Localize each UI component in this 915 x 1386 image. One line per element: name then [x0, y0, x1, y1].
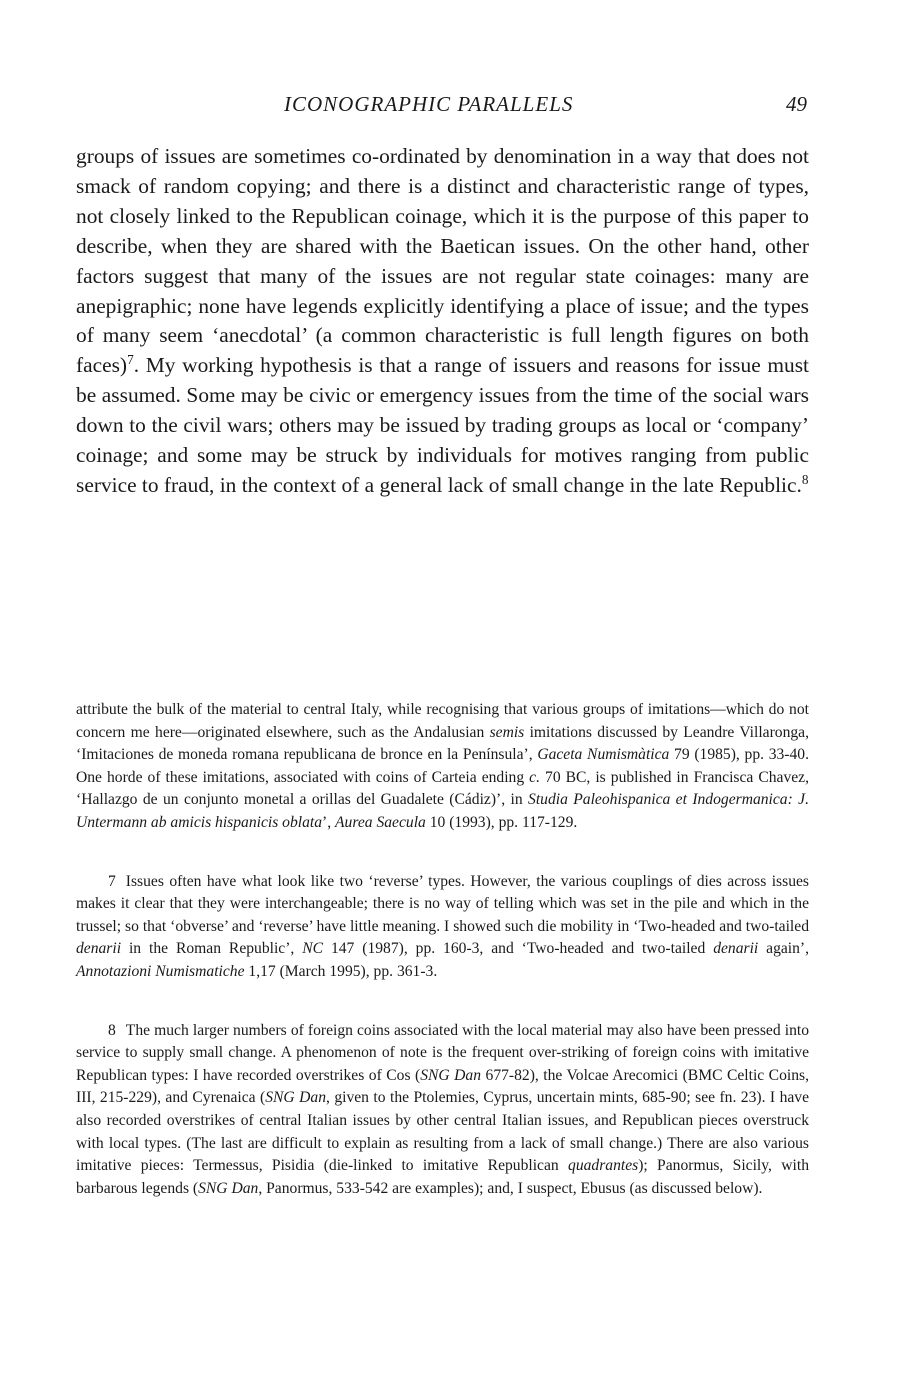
footnote-continuation	[76, 699, 809, 835]
footnote-text: 10 (1993), pp. 117-129.	[425, 813, 578, 831]
body-paragraph	[76, 142, 809, 501]
footnote-text: 677-82), the Volcae Arecomici (BMC Celtic Coins, III, 215-229), and Cyrenaica (	[76, 1066, 809, 1107]
running-head	[76, 92, 809, 122]
footnote-text: ’,	[322, 813, 336, 831]
footnote-text: Issues often have what look like two ‘reverse’ types. However, the various couplings of dies across issues makes it clear that they were interchangeable; there is no way of telling which was set in the pile and which in the trussel; so that ‘obverse’ and ‘reverse’ have little meaning. I showed such die mobility in ‘Two-headed and two-tailed	[76, 872, 809, 935]
footnote-italic: Annotazioni Numismatiche	[76, 962, 245, 980]
footnote-text: The much larger numbers of foreign coins associated with the local material may also have been pressed into service to supply small change. A phenomenon of note is the frequent over-striking of foreign coins with imitative Republican types: I have recorded overstrikes of Cos (	[76, 1021, 809, 1084]
footnote-text: 147 (1987), pp. 160-3, and ‘Two-headed and two-tailed	[323, 940, 714, 958]
footnote-text: 1,17 (March 1995), pp. 361-3.	[244, 962, 438, 980]
footnotes-section	[76, 699, 809, 1200]
footnote-text: in the Roman Republic’,	[121, 940, 303, 958]
footnote-italic: denarii	[713, 940, 759, 958]
footnote-italic: Gaceta Numismàtica	[537, 746, 670, 764]
page-number: 49	[786, 92, 807, 116]
footnote-text: again’,	[758, 940, 810, 958]
footnote-text: ); Panormus, Sicily, with barbarous legends (	[76, 1157, 809, 1197]
footnote-ref-7[interactable]: 7	[127, 352, 134, 368]
footnote-7	[76, 871, 809, 984]
body-text-part: groups of issues are sometimes co-ordinated by denomination in a way that does not smack of random copying; and there is a distinct and characteristic range of types, not closely linked to the Republican coinage, which it is the purpose of this paper to describe, when they are shared with the Baetican issues. On the other hand, other factors suggest that many of the issues are not regular state coinages: many are anepigraphic; none have legends explicitly identifying a place of issue; and the types of many seem ‘anecdotal’ (a common characteristic is full length figures on both faces)	[76, 144, 809, 378]
footnote-ref-8[interactable]: 8	[801, 472, 809, 488]
footnote-text: 79 (1985), pp. 33-40. One horde of these imitations, associated with coins of Carteia ending	[76, 746, 809, 786]
footnote-italic: Aurea Saecula	[335, 813, 426, 831]
footnote-text: 70 BC, is published in Francisca Chavez, ‘Hallazgo de un conjunto monetal a orillas del Guadalete (Cádiz)’, in	[76, 768, 809, 809]
footnote-italic: NC	[302, 940, 324, 958]
footnote-italic: c.	[529, 768, 540, 786]
footnote-text: , given to the Ptolemies, Cyprus, uncertain mints, 685-90; see fn. 23). I have also recorded overstrikes of central Italian issues by other central Italian issues, and Republican pieces overstruck with local types. (The last are difficult to explain as resulting from a lack of small change.) There are also various imitative pieces: Termessus, Pisidia (die-linked to imitative Republican	[76, 1089, 810, 1175]
footnote-number: 8	[108, 1021, 116, 1039]
footnote-italic: denarii	[76, 940, 122, 958]
footnote-number: 7	[108, 872, 116, 890]
footnote-text: attribute the bulk of the material to central Italy, while recognising that various groups of imitations—which do not concern me here—originated elsewhere, such as the Andalusian	[76, 701, 809, 741]
footnote-8	[76, 1020, 809, 1201]
footnote-italic: SNG Dan	[420, 1066, 482, 1084]
body-text-part: . My working hypothesis is that a range of issuers and reasons for issue must be assumed. Some may be civic or emergency issues from the time of the social wars down to the civil wars; others may be issued by trading groups as local or ‘company’ coinage; and some may be struck by individuals for motives ranging from public service to fraud, in the context of a general lack of small change in the late Republic.	[76, 353, 809, 497]
footnote-text: , Panormus, 533-542 are examples); and, I suspect, Ebusus (as discussed below).	[258, 1179, 763, 1197]
footnote-italic: SNG Dan	[198, 1179, 259, 1197]
running-head-title: ICONOGRAPHIC PARALLELS	[284, 92, 574, 116]
footnote-italic: SNG Dan	[265, 1089, 326, 1107]
footnote-text: imitations discussed by Leandre Villaronga, ‘Imitaciones de moneda romana republicana de bronce en la Península’,	[76, 723, 810, 764]
footnote-italic: Studia Paleohispanica et Indogermanica: J. Untermann ab amicis hispanicis oblata	[76, 791, 810, 831]
footnote-italic: semis	[489, 723, 525, 741]
footnote-italic: quadrantes	[568, 1157, 639, 1175]
